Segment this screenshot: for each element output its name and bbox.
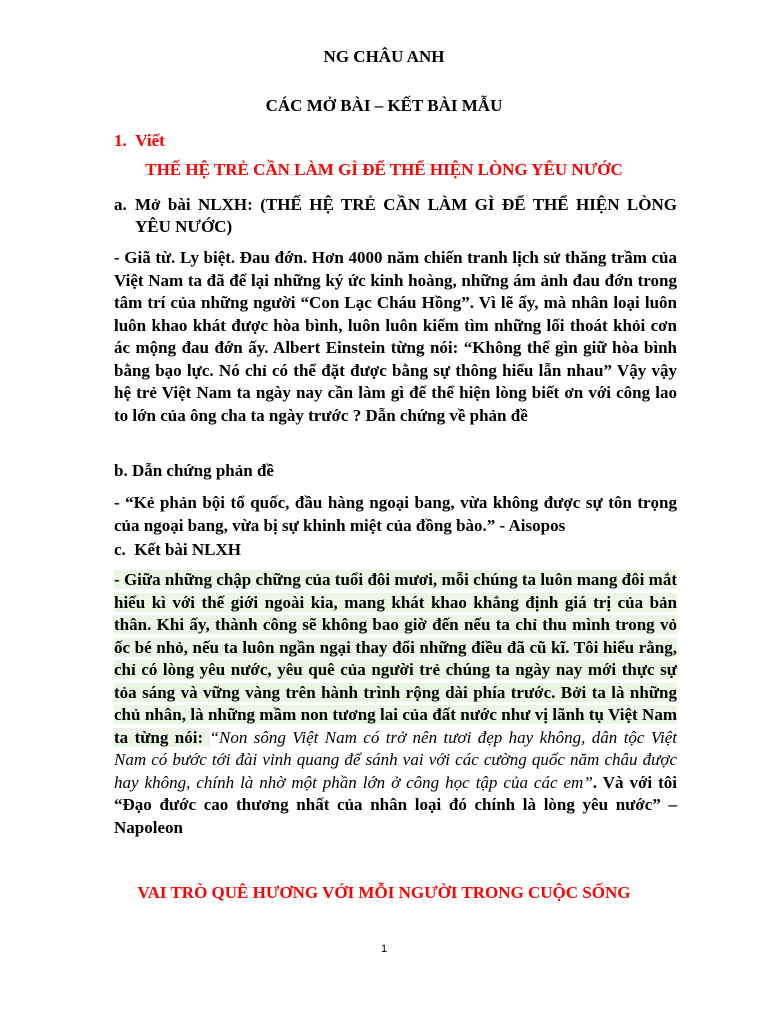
part-c-paragraph [114,569,677,839]
section-1-number: 1. [114,131,127,150]
part-c-title [114,539,241,561]
part-a-title-line-2: YÊU NƯỚC) [135,217,233,236]
part-b-quote: - “Kẻ phản bội tổ quốc, đầu hàng ngoại bang, vừa không được sự tôn trọng của ngoại bang, vừa bị sự khinh miệt của đồng bào.” - Aisopos [114,493,677,535]
part-a-title [114,194,677,236]
part-b-title: b. Dẫn chứng phản đề [114,461,274,480]
part-a-title-line-1: Mở bài NLXH: (THẾ HỆ TRẺ CẦN LÀM GÌ ĐỂ THỂ HIỆN LÒNG [135,195,677,214]
part-a-marker: a. [114,195,127,214]
topic-heading: THẾ HỆ TRẺ CẦN LÀM GÌ ĐỂ THỂ HIỆN LÒNG YÊU NƯỚC [145,160,623,179]
page-number: 1 [380,943,388,955]
part-c-label: Kết bài NLXH [134,540,242,559]
part-c-marker: c. [114,540,126,559]
part-a-paragraph: - Giã từ. Ly biệt. Đau đớn. Hơn 4000 năm chiến tranh lịch sử thăng trầm của Việt Nam ta đã để lại những ký ức kinh hoàng, những ám ảnh đau đớn trong tâm trí của những người “Con Lạc Cháu Hồng”. Vì lẽ ấy, mà nhân loại luôn luôn khao khát được hòa bình, luôn luôn kiếm tìm những lối thoát khỏi cơn ác mộng đau đớn ấy. Albert Einstein từng nói: “Không thể gìn giữ hòa bình bằng bạo lực. Nó chỉ có thể đặt được bằng sự thông hiểu lẫn nhau” Vậy vậy hệ trẻ Việt Nam ta ngày nay cần làm gì để thể hiện lòng biết ơn với công lao to lớn của ông cha ta ngày trước ? Dẫn chứng về phản đề [114,248,677,425]
part-c-paragraph-end: . Và với tôi “Đạo đước cao thương nhất của nhân loại đó chính là lòng yêu nước” – Napoleon [114,772,677,837]
part-c-paragraph-start: - Giữa những chập chững của tuổi đôi mươi, mỗi chúng ta luôn mang đôi mắt hiếu kì với thế giới ngoài kia, mang khát khao khẳng định giá trị của bản thân. Khi ấy, thành công sẽ không bao giờ đến nếu ta chỉ thu mình trong vỏ ốc bé nhỏ, nếu ta luôn ngần ngại thay đổi những điều đã cũ kĩ. Tôi hiểu rằng, chỉ có lòng yêu nước, yêu quê của người trẻ chúng ta ngày nay mới thực sự tỏa sáng và vững vàng trên hành trình rộng dài phía trước. Bởi ta là những chủ nhân, là những mầm non tương lai của đất nước như vị lãnh tụ Việt Nam ta từng nói: [114,570,677,747]
author-name: NG CHÂU ANH [323,47,445,66]
section-1-heading [114,130,165,152]
section-1-label: Viết [135,131,165,150]
section-2-heading: VAI TRÒ QUÊ HƯƠNG VỚI MỖI NGƯỜI TRONG CUỘC SỐNG [137,883,631,902]
part-c-quote: “Non sông Việt Nam có trở nên tươi đẹp hay không, dân tộc Việt Nam có bước tới đài vinh quang để sánh vai với các cường quốc năm châu được hay không, chính là nhờ một phần lớn ở công học tập của các em” [114,727,677,792]
document-title: CÁC MỞ BÀI – KẾT BÀI MẪU [265,96,503,115]
